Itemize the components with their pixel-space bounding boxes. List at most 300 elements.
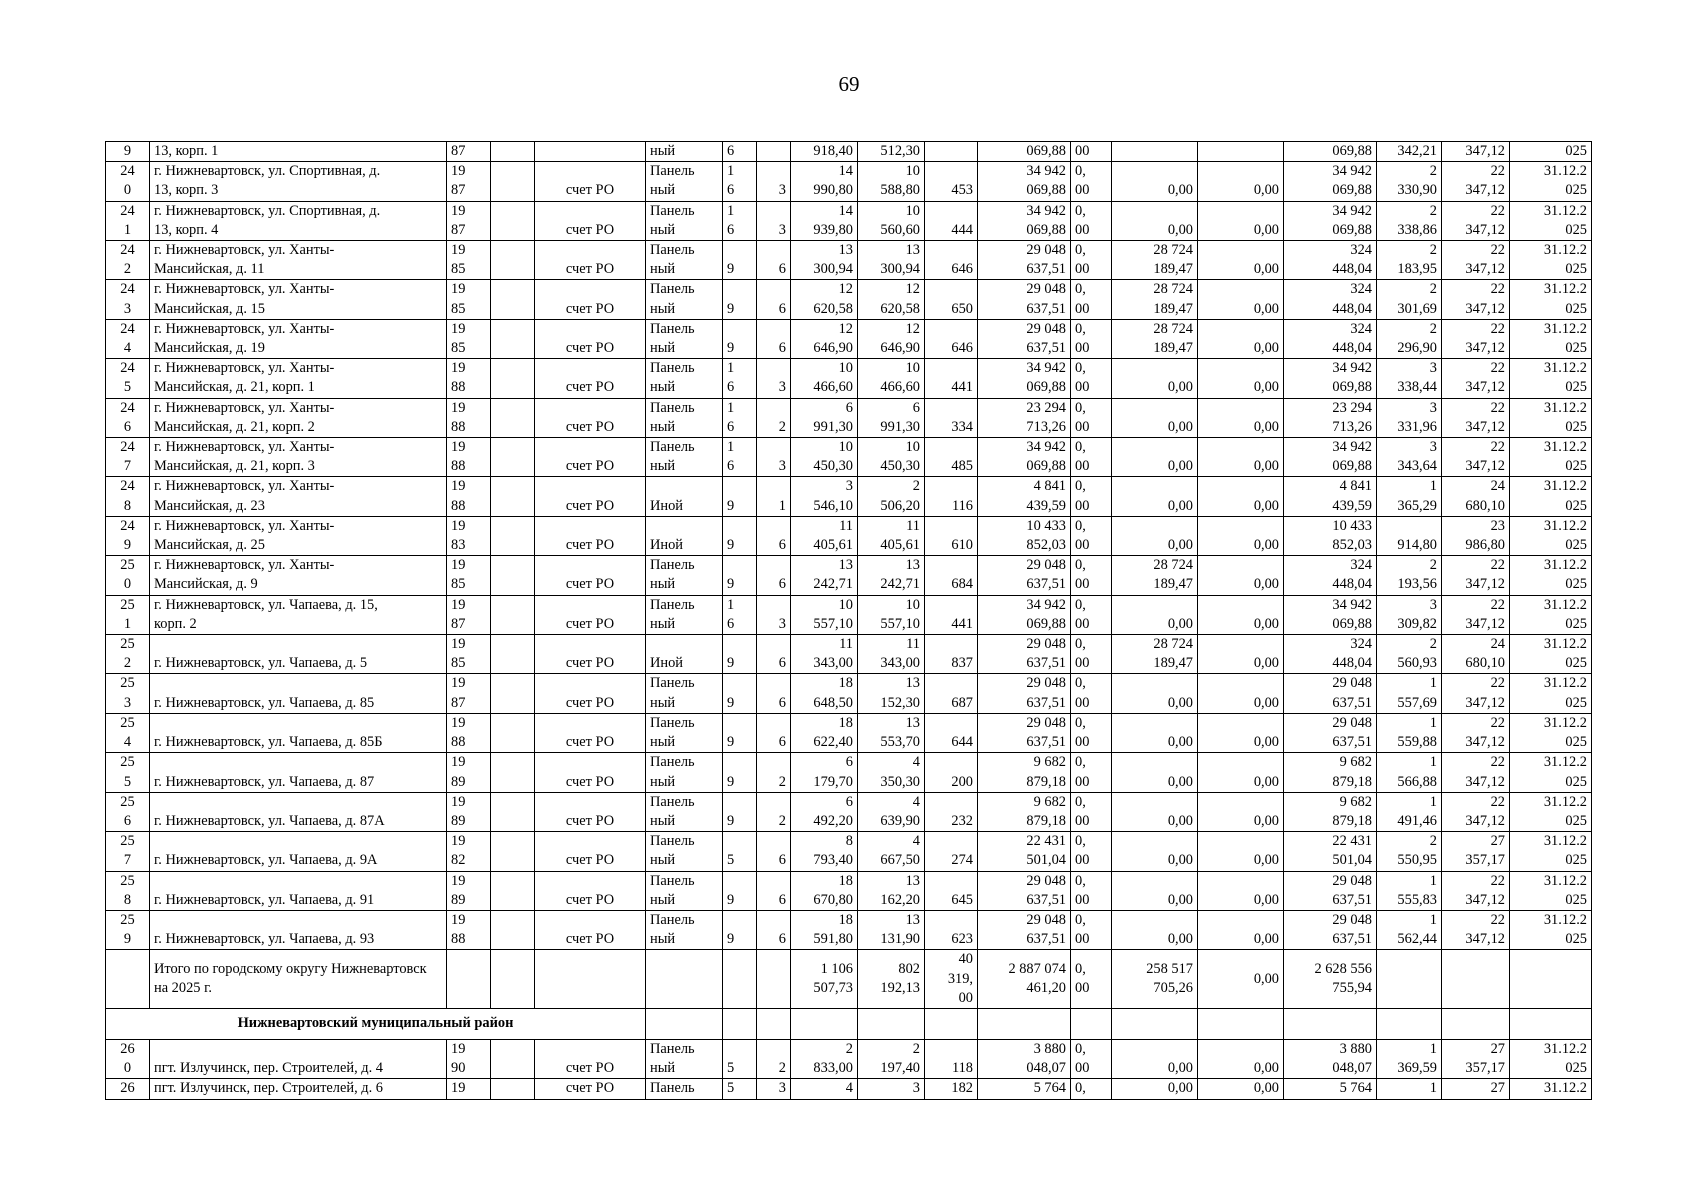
- table-row: [106, 832, 1592, 871]
- table-cell: 29 048 637,51: [978, 674, 1071, 713]
- table-cell: 1: [757, 477, 791, 516]
- table-cell: Панель ный: [646, 832, 723, 871]
- table-cell: 347,12: [1442, 142, 1510, 162]
- table-cell: 00: [1071, 142, 1112, 162]
- table-cell: 18 648,50: [791, 674, 858, 713]
- table-cell: 22 347,12: [1442, 201, 1510, 240]
- empty-cell: [1510, 950, 1592, 1009]
- empty-cell: [1112, 1008, 1198, 1039]
- table-cell: 6: [757, 556, 791, 595]
- table-cell: 34 942 069,88: [978, 595, 1071, 634]
- table-cell: Панель ный: [646, 910, 723, 949]
- table-cell: 27 357,17: [1442, 1039, 1510, 1078]
- table-cell: 24 6: [106, 398, 150, 437]
- table-cell: счет РО: [535, 713, 646, 752]
- table-cell: пгт. Излучинск, пер. Строителей, д. 4: [150, 1039, 447, 1078]
- table-cell: 34 942 069,88: [978, 162, 1071, 201]
- table-cell: 31.12.2 025: [1510, 674, 1592, 713]
- table-cell: 4 639,90: [858, 792, 925, 831]
- table-cell: 0, 00: [1071, 713, 1112, 752]
- table-cell: Панель ный: [646, 1039, 723, 1078]
- table-cell: [1112, 142, 1198, 162]
- table-cell: 0, 00: [1071, 201, 1112, 240]
- table-cell: 0,00: [1112, 753, 1198, 792]
- table-row: [106, 713, 1592, 752]
- table-cell: [491, 162, 535, 201]
- table-cell: 069,88: [978, 142, 1071, 162]
- table-cell: Панель ный: [646, 241, 723, 280]
- table-cell: 0,00: [1112, 477, 1198, 516]
- table-cell: г. Нижневартовск, ул. Спортивная, д. 13, корп. 4: [150, 201, 447, 240]
- table-cell: 29 048 637,51: [1284, 910, 1377, 949]
- table-cell: 6: [757, 241, 791, 280]
- table-cell: 6 492,20: [791, 792, 858, 831]
- table-cell: г. Нижневартовск, ул. Чапаева, д. 85: [150, 674, 447, 713]
- table-cell: 650: [925, 280, 978, 319]
- table-cell: 31.12.2 025: [1510, 595, 1592, 634]
- table-cell: 0,00: [1112, 871, 1198, 910]
- table-cell: 4 667,50: [858, 832, 925, 871]
- table-cell: 3 331,96: [1377, 398, 1442, 437]
- table-cell: 0, 00: [1071, 674, 1112, 713]
- table-cell: г. Нижневартовск, ул. Чапаева, д. 85Б: [150, 713, 447, 752]
- table-cell: 1 6: [723, 438, 757, 477]
- table-cell: г. Нижневартовск, ул. Ханты- Мансийская, д. 19: [150, 319, 447, 358]
- table-cell: 0, 00: [1071, 753, 1112, 792]
- table-cell: 9 682 879,18: [978, 753, 1071, 792]
- empty-cell: [1377, 1008, 1442, 1039]
- table-cell: 0, 00: [1071, 241, 1112, 280]
- table-cell: 31.12.2 025: [1510, 871, 1592, 910]
- table-cell: 31.12.2 025: [1510, 438, 1592, 477]
- table-cell: 918,40: [791, 142, 858, 162]
- empty-cell: [1442, 1008, 1510, 1039]
- table-cell: 5 764: [978, 1079, 1071, 1099]
- total-cell: Итого по городскому округу Нижневартовск на 2025 г.: [150, 950, 447, 1009]
- table-cell: г. Нижневартовск, ул. Ханты- Мансийская, д. 15: [150, 280, 447, 319]
- table-cell: 18 622,40: [791, 713, 858, 752]
- empty-cell: [791, 1008, 858, 1039]
- table-cell: 19 88: [447, 713, 491, 752]
- table-cell: 5: [723, 1079, 757, 1099]
- table-cell: 3: [757, 438, 791, 477]
- table-cell: 22 347,12: [1442, 398, 1510, 437]
- table-row: [106, 792, 1592, 831]
- table-cell: 9: [723, 556, 757, 595]
- empty-cell: [535, 950, 646, 1009]
- table-cell: 6: [757, 319, 791, 358]
- table-cell: г. Нижневартовск, ул. Чапаева, д. 87А: [150, 792, 447, 831]
- table-cell: 19 87: [447, 201, 491, 240]
- table-cell: 24 680,10: [1442, 635, 1510, 674]
- table-cell: 29 048 637,51: [978, 910, 1071, 949]
- table-cell: 13 152,30: [858, 674, 925, 713]
- table-cell: 22 347,12: [1442, 595, 1510, 634]
- empty-cell: [646, 1008, 723, 1039]
- table-cell: 24 3: [106, 280, 150, 319]
- table-cell: 34 942 069,88: [1284, 162, 1377, 201]
- table-cell: Панель ный: [646, 753, 723, 792]
- table-cell: 11 405,61: [791, 516, 858, 555]
- table-row: [106, 438, 1592, 477]
- table-cell: 31.12.2 025: [1510, 398, 1592, 437]
- table-cell: 324 448,04: [1284, 319, 1377, 358]
- table-cell: 3 338,44: [1377, 359, 1442, 398]
- table-cell: 13 300,94: [858, 241, 925, 280]
- table-cell: 0,00: [1112, 595, 1198, 634]
- table-cell: Панель ный: [646, 556, 723, 595]
- table-cell: 31.12.2 025: [1510, 359, 1592, 398]
- table-cell: 200: [925, 753, 978, 792]
- table-cell: [491, 635, 535, 674]
- table-cell: 9: [723, 910, 757, 949]
- table-cell: Панель ный: [646, 438, 723, 477]
- table-cell: счет РО: [535, 398, 646, 437]
- table-cell: 0,00: [1112, 1079, 1198, 1099]
- table-cell: 1 6: [723, 201, 757, 240]
- table-cell: 3: [757, 1079, 791, 1099]
- table-cell: 6: [757, 674, 791, 713]
- table-cell: 24 5: [106, 359, 150, 398]
- table-cell: [491, 359, 535, 398]
- table-cell: 10 560,60: [858, 201, 925, 240]
- table-cell: 0, 00: [1071, 635, 1112, 674]
- table-cell: [491, 792, 535, 831]
- table-cell: 29 048 637,51: [978, 635, 1071, 674]
- table-cell: 441: [925, 595, 978, 634]
- table-cell: 0,00: [1198, 713, 1284, 752]
- table-cell: [491, 477, 535, 516]
- table-cell: г. Нижневартовск, ул. Спортивная, д. 13, корп. 3: [150, 162, 447, 201]
- table-cell: Иной: [646, 516, 723, 555]
- table-cell: 19 87: [447, 674, 491, 713]
- table-cell: 0,00: [1198, 556, 1284, 595]
- housing-repair-table: [105, 141, 1592, 1100]
- total-cell: 258 517 705,26: [1112, 950, 1198, 1009]
- table-cell: 24 4: [106, 319, 150, 358]
- section-title: Нижневартовский муниципальный район: [106, 1008, 646, 1039]
- table-cell: 441: [925, 359, 978, 398]
- table-row: [106, 556, 1592, 595]
- table-cell: 0,00: [1112, 792, 1198, 831]
- table-cell: 22 431 501,04: [978, 832, 1071, 871]
- table-cell: 342,21: [1377, 142, 1442, 162]
- table-row: [106, 162, 1592, 201]
- table-cell: 0,00: [1112, 910, 1198, 949]
- table-cell: 324 448,04: [1284, 241, 1377, 280]
- table-cell: 31.12.2 025: [1510, 792, 1592, 831]
- table-cell: 19 83: [447, 516, 491, 555]
- table-cell: 0,00: [1198, 871, 1284, 910]
- table-cell: 9: [723, 674, 757, 713]
- table-row: [106, 753, 1592, 792]
- table-cell: 19 85: [447, 556, 491, 595]
- table-cell: 5: [723, 1039, 757, 1078]
- table-cell: г. Нижневартовск, ул. Ханты- Мансийская, д. 25: [150, 516, 447, 555]
- table-cell: 22 347,12: [1442, 280, 1510, 319]
- table-cell: 10 433 852,03: [978, 516, 1071, 555]
- table-row: [106, 910, 1592, 949]
- table-cell: 22 347,12: [1442, 792, 1510, 831]
- table-cell: счет РО: [535, 1079, 646, 1099]
- table-cell: 0,00: [1198, 1039, 1284, 1078]
- table-cell: 29 048 637,51: [1284, 713, 1377, 752]
- table-cell: 0,00: [1198, 753, 1284, 792]
- total-cell: 802 192,13: [858, 950, 925, 1009]
- section-header-row: [106, 1008, 1592, 1039]
- table-cell: 13 553,70: [858, 713, 925, 752]
- table-cell: 14 939,80: [791, 201, 858, 240]
- table-cell: [491, 556, 535, 595]
- empty-cell: [1377, 950, 1442, 1009]
- table-cell: 29 048 637,51: [978, 319, 1071, 358]
- table-cell: 0, 00: [1071, 477, 1112, 516]
- table-cell: 22 347,12: [1442, 910, 1510, 949]
- table-body: [106, 142, 1592, 1100]
- table-cell: 2: [757, 1039, 791, 1078]
- table-cell: [491, 201, 535, 240]
- table-cell: 5: [723, 832, 757, 871]
- table-cell: 19 90: [447, 1039, 491, 1078]
- table-cell: 2 197,40: [858, 1039, 925, 1078]
- table-cell: Панель ный: [646, 674, 723, 713]
- table-cell: пгт. Излучинск, пер. Строителей, д. 6: [150, 1079, 447, 1099]
- table-cell: 27: [1442, 1079, 1510, 1099]
- table-row: [106, 319, 1592, 358]
- table-cell: 19 87: [447, 162, 491, 201]
- table-cell: [491, 398, 535, 437]
- empty-cell: [858, 1008, 925, 1039]
- table-cell: 25 2: [106, 635, 150, 674]
- table-row: [106, 1039, 1592, 1078]
- table-cell: 0,00: [1198, 162, 1284, 201]
- table-cell: 22 347,12: [1442, 162, 1510, 201]
- table-cell: Панель ный: [646, 871, 723, 910]
- page-number: 69: [838, 72, 860, 96]
- table-cell: [491, 595, 535, 634]
- table-cell: 10 450,30: [858, 438, 925, 477]
- table-cell: [535, 142, 646, 162]
- table-cell: 2 338,86: [1377, 201, 1442, 240]
- table-cell: 0,00: [1198, 280, 1284, 319]
- table-cell: 0,00: [1198, 674, 1284, 713]
- table-cell: 1 6: [723, 359, 757, 398]
- table-cell: Панель ный: [646, 398, 723, 437]
- table-cell: 13, корп. 1: [150, 142, 447, 162]
- table-cell: ный: [646, 142, 723, 162]
- table-cell: 28 724 189,47: [1112, 280, 1198, 319]
- table-cell: [491, 438, 535, 477]
- table-cell: 19 89: [447, 753, 491, 792]
- table-cell: Панель: [646, 1079, 723, 1099]
- table-cell: 444: [925, 201, 978, 240]
- table-cell: 0, 00: [1071, 359, 1112, 398]
- table-cell: 6: [757, 871, 791, 910]
- table-cell: 31.12.2 025: [1510, 832, 1592, 871]
- table-cell: счет РО: [535, 438, 646, 477]
- table-cell: 24 0: [106, 162, 150, 201]
- table-cell: 0,: [1071, 1079, 1112, 1099]
- table-cell: [491, 280, 535, 319]
- table-cell: 1 566,88: [1377, 753, 1442, 792]
- table-cell: 24 680,10: [1442, 477, 1510, 516]
- table-cell: 22 347,12: [1442, 871, 1510, 910]
- table-cell: 28 724 189,47: [1112, 241, 1198, 280]
- table-cell: счет РО: [535, 556, 646, 595]
- table-cell: 4 841 439,59: [1284, 477, 1377, 516]
- table-cell: 0,00: [1112, 201, 1198, 240]
- table-cell: 23 294 713,26: [978, 398, 1071, 437]
- table-cell: 31.12.2 025: [1510, 713, 1592, 752]
- table-cell: 6 991,30: [858, 398, 925, 437]
- table-cell: 0,00: [1198, 359, 1284, 398]
- table-cell: 4 841 439,59: [978, 477, 1071, 516]
- table-cell: счет РО: [535, 201, 646, 240]
- table-cell: 9: [723, 241, 757, 280]
- table-cell: 6: [757, 713, 791, 752]
- table-cell: 11 343,00: [791, 635, 858, 674]
- table-cell: 0, 00: [1071, 871, 1112, 910]
- table-cell: 31.12.2 025: [1510, 162, 1592, 201]
- table-cell: 12 646,90: [791, 319, 858, 358]
- table-cell: 0,00: [1112, 674, 1198, 713]
- table-cell: 29 048 637,51: [978, 871, 1071, 910]
- total-cell: 0, 00: [1071, 950, 1112, 1009]
- table-row: [106, 1079, 1592, 1099]
- table-row: [106, 516, 1592, 555]
- table-cell: 25 5: [106, 753, 150, 792]
- table-cell: 3 546,10: [791, 477, 858, 516]
- table-cell: 3 880 048,07: [978, 1039, 1071, 1078]
- table-cell: 34 942 069,88: [978, 438, 1071, 477]
- table-cell: счет РО: [535, 910, 646, 949]
- table-cell: счет РО: [535, 359, 646, 398]
- table-cell: 0, 00: [1071, 792, 1112, 831]
- table-cell: 13 300,94: [791, 241, 858, 280]
- table-cell: 29 048 637,51: [1284, 674, 1377, 713]
- table-cell: 2 301,69: [1377, 280, 1442, 319]
- table-cell: 6 179,70: [791, 753, 858, 792]
- table-cell: Панель ный: [646, 713, 723, 752]
- table-cell: 646: [925, 319, 978, 358]
- table-cell: счет РО: [535, 832, 646, 871]
- empty-cell: [447, 950, 491, 1009]
- table-cell: 6: [757, 910, 791, 949]
- table-cell: 31.12.2 025: [1510, 241, 1592, 280]
- table-cell: 29 048 637,51: [978, 241, 1071, 280]
- table-cell: 1 6: [723, 162, 757, 201]
- table-cell: 025: [1510, 142, 1592, 162]
- table-cell: 24 8: [106, 477, 150, 516]
- table-cell: 1 562,44: [1377, 910, 1442, 949]
- table-cell: 1 6: [723, 595, 757, 634]
- table-cell: 1 559,88: [1377, 713, 1442, 752]
- table-cell: 4 350,30: [858, 753, 925, 792]
- table-cell: 6: [723, 142, 757, 162]
- total-cell: 2 887 074 461,20: [978, 950, 1071, 1009]
- table-cell: 2 296,90: [1377, 319, 1442, 358]
- table-cell: 28 724 189,47: [1112, 556, 1198, 595]
- table-cell: 22 347,12: [1442, 556, 1510, 595]
- table-cell: 1 365,29: [1377, 477, 1442, 516]
- table-cell: 10 450,30: [791, 438, 858, 477]
- table-cell: счет РО: [535, 674, 646, 713]
- table-cell: 19 88: [447, 910, 491, 949]
- table-cell: 182: [925, 1079, 978, 1099]
- table-cell: 1 557,69: [1377, 674, 1442, 713]
- table-cell: 9: [723, 635, 757, 674]
- table-cell: 1: [1377, 1079, 1442, 1099]
- table-cell: 31.12.2 025: [1510, 635, 1592, 674]
- table-cell: 0, 00: [1071, 516, 1112, 555]
- table-cell: счет РО: [535, 516, 646, 555]
- table-cell: 0,00: [1198, 241, 1284, 280]
- table-cell: 623: [925, 910, 978, 949]
- table-cell: 11 405,61: [858, 516, 925, 555]
- table-cell: 25 0: [106, 556, 150, 595]
- table-cell: [757, 142, 791, 162]
- table-cell: 29 048 637,51: [978, 280, 1071, 319]
- table-cell: 24 2: [106, 241, 150, 280]
- table-cell: Панель ный: [646, 595, 723, 634]
- table-cell: г. Нижневартовск, ул. Чапаева, д. 5: [150, 635, 447, 674]
- table-cell: 0, 00: [1071, 438, 1112, 477]
- table-cell: 116: [925, 477, 978, 516]
- table-cell: 10 557,10: [858, 595, 925, 634]
- table-cell: 18 591,80: [791, 910, 858, 949]
- table-cell: 0,00: [1112, 832, 1198, 871]
- table-cell: 19 87: [447, 595, 491, 634]
- table-cell: 12 620,58: [858, 280, 925, 319]
- table-row: [106, 142, 1592, 162]
- empty-cell: [491, 950, 535, 1009]
- table-cell: 914,80: [1377, 516, 1442, 555]
- table-cell: г. Нижневартовск, ул. Ханты- Мансийская, д. 23: [150, 477, 447, 516]
- table-cell: счет РО: [535, 1039, 646, 1078]
- table-cell: 069,88: [1284, 142, 1377, 162]
- table-cell: г. Нижневартовск, ул. Ханты- Мансийская, д. 21, корп. 1: [150, 359, 447, 398]
- table-cell: Панель ный: [646, 359, 723, 398]
- table-cell: 13 131,90: [858, 910, 925, 949]
- table-cell: 3: [757, 162, 791, 201]
- table-cell: 34 942 069,88: [978, 201, 1071, 240]
- table-cell: 28 724 189,47: [1112, 635, 1198, 674]
- table-cell: 25 7: [106, 832, 150, 871]
- table-cell: 29 048 637,51: [978, 713, 1071, 752]
- empty-cell: [646, 950, 723, 1009]
- empty-cell: [723, 950, 757, 1009]
- table-cell: 19 85: [447, 635, 491, 674]
- table-cell: 0,00: [1198, 438, 1284, 477]
- table-cell: 31.12.2 025: [1510, 753, 1592, 792]
- table-cell: 0,00: [1198, 201, 1284, 240]
- table-cell: 512,30: [858, 142, 925, 162]
- table-cell: 22 347,12: [1442, 713, 1510, 752]
- table-cell: [491, 832, 535, 871]
- table-cell: 19 89: [447, 792, 491, 831]
- empty-cell: [1284, 1008, 1377, 1039]
- table-cell: 3: [757, 595, 791, 634]
- table-cell: 19 89: [447, 871, 491, 910]
- table-cell: 31.12.2 025: [1510, 556, 1592, 595]
- table-cell: 9: [723, 871, 757, 910]
- table-cell: 31.12.2: [1510, 1079, 1592, 1099]
- table-cell: 22 347,12: [1442, 438, 1510, 477]
- table-cell: 2 330,90: [1377, 162, 1442, 201]
- table-cell: 3 343,64: [1377, 438, 1442, 477]
- table-cell: 24 1: [106, 201, 150, 240]
- table-cell: 0, 00: [1071, 556, 1112, 595]
